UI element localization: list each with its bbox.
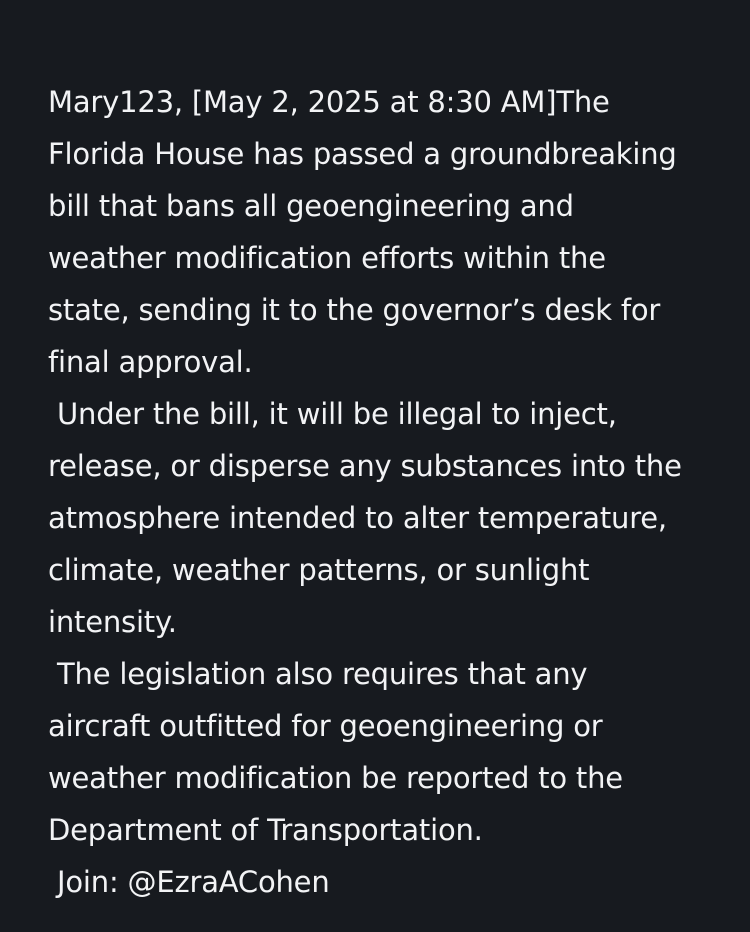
message-line: Department of Transportation. (48, 813, 483, 847)
message-line: release, or disperse any substances into the (48, 449, 682, 483)
message-line: weather modification efforts within the (48, 241, 606, 275)
message-line: atmosphere intended to alter temperature, (48, 501, 667, 535)
message-line: bill that bans all geoengineering and (48, 189, 574, 223)
message-line: intensity. (48, 605, 177, 639)
message-line-header: Mary123, [May 2, 2025 at 8:30 AM]The (48, 85, 610, 119)
message-line: state, sending it to the governor’s desk for (48, 293, 661, 327)
message-line: climate, weather patterns, or sunlight (48, 553, 590, 587)
message-line: Under the bill, it will be illegal to inject, (48, 397, 617, 431)
message-text (48, 76, 718, 908)
join-handle-line: Join: @EzraACohen (48, 865, 330, 899)
message-line: aircraft outfitted for geoengineering or (48, 709, 603, 743)
message-line: weather modification be reported to the (48, 761, 623, 795)
message-line: Florida House has passed a groundbreaking (48, 137, 677, 171)
message-line: final approval. (48, 345, 253, 379)
message-line: The legislation also requires that any (48, 657, 588, 691)
